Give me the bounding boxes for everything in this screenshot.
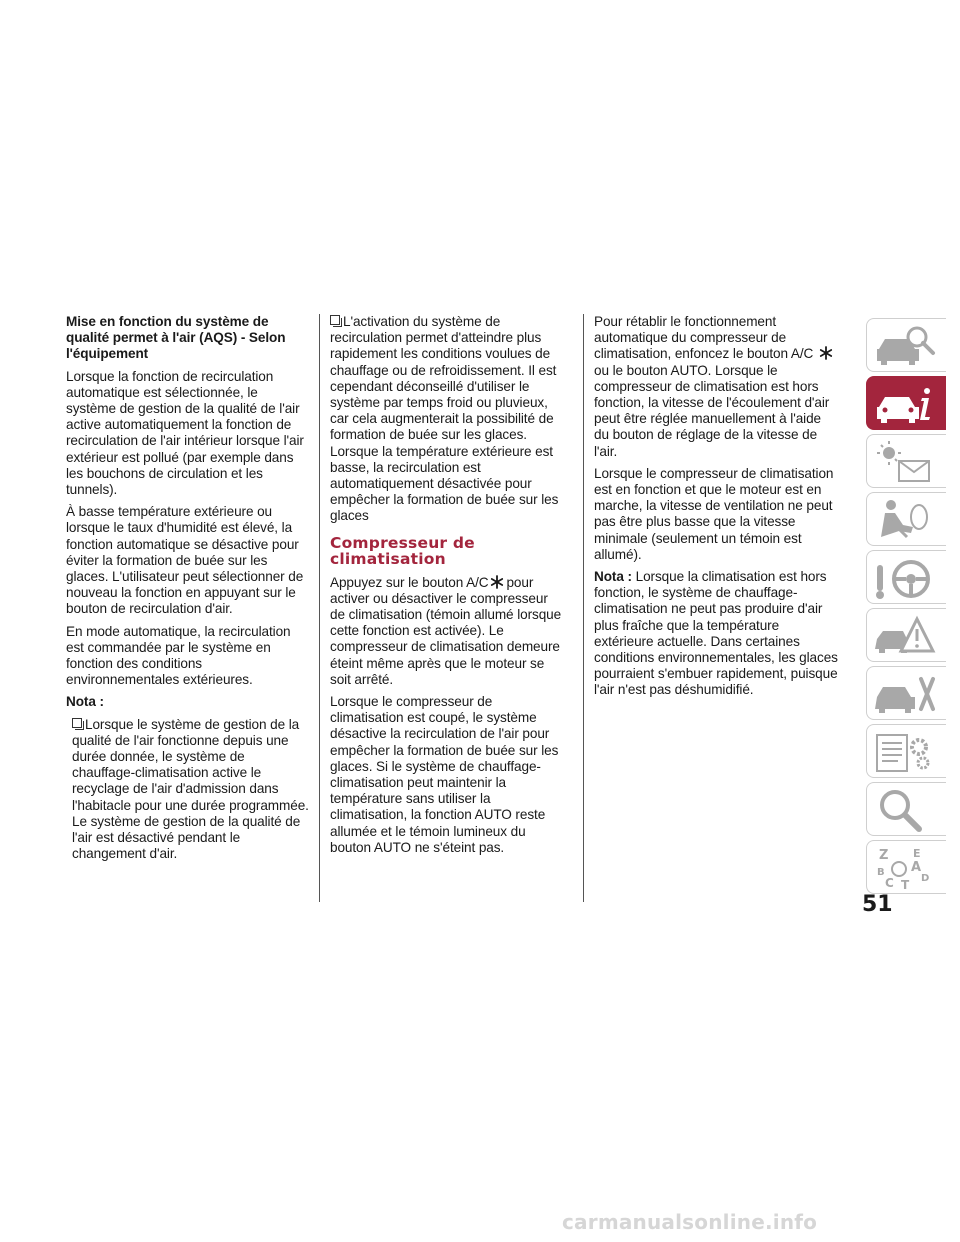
paragraph: Pour rétablir le fonctionnement automatique du compresseur de climatisation, enfoncez le bouton A/C ou le bouton AUTO. Lorsque le compresseur de climatisation est hors fonction, la vitesse de l'écoulement d'air peut être réglée manuellement à l'aide du bouton de réglage de la vitesse de l'air. [594,314,838,460]
snowflake-icon [819,346,833,360]
index-letter: Z [879,848,889,863]
bullet-box-icon [330,315,340,325]
tab-specs[interactable] [866,724,946,778]
column-divider [319,314,320,902]
index-letter: D [921,873,930,884]
car-emergency-icon [873,613,939,659]
tab-warning-lights[interactable] [866,434,946,488]
paragraph: En mode automatique, la recirculation est commandée par le système en fonction des conditions environnementales extérieures. [66,623,291,688]
nota-bullet [66,717,310,863]
index-letters-icon [873,845,939,891]
index-letter: A [911,860,922,875]
paragraph: Appuyez sur le bouton A/C pour activer ou désactiver le compresseur de climatisation (témoin allumé lorsque cette fonction est activée). Le compresseur de climatisation demeure éteint même après que le moteur se soit arrêté. [330,574,562,687]
recirculation-bullet [330,314,566,525]
tab-car-maintenance[interactable] [866,666,946,720]
warning-lights-icon [873,439,939,485]
paragraph: Lorsque le compresseur de climatisation est coupé, le système désactive la recirculation de l'air pour empêcher la formation de buée sur les glaces. Si le système de chauffage-climatisation peut maintenir la température sans utiliser la climatisation, la fonction AUTO reste allumée et le témoin lumineux du bouton AUTO ne s'éteint pas. [330,694,559,855]
nota-bullet-text: Lorsque le système de gestion de la qualité de l'air fonctionne depuis une durée donnée, le système de chauffage-climatisation active le recyclage de l'air d'admission dans l'habitacle pour une durée programmée. Le système de gestion de la qualité de l'air est désactivé pendant le changement d'air. [72,716,309,862]
recirculation-bullet-text: L'activation du système de recirculation permet d'atteindre plus rapidement les conditions voulues de chauffage ou de refroidissement. Il est cependant déconseillé d'utiliser le système par temps froid ou pluvieux, car cela augmenterait la possibilité de formation de buée sur les glaces. Lorsque la température extérieure est basse, la recirculation est automatiquement désactivée pour empêcher la formation de buée sur les glaces [330,314,559,524]
paragraph: À basse température extérieure ou lorsque le taux d'humidité est élevé, la fonction automatique se désactive pour éviter la formation de buée sur les glaces. L'utilisateur peut sélectionner de nouveau la fonction en appuyant sur le bouton de recirculation d'air. [66,504,304,617]
car-maintenance-icon [873,671,939,717]
tab-car-emergency[interactable] [866,608,946,662]
aqs-subheading: Mise en fonction du système de qualité permet à l'air (AQS) - Selon l'équipement [66,314,286,362]
tab-index[interactable] [866,840,946,894]
car-info-icon [873,381,939,427]
nota-title: Nota : [66,694,104,710]
watermark: carmanualsonline.info [562,1210,818,1234]
car-search-icon [873,323,939,369]
nota-paragraph [594,569,838,699]
column-3 [594,314,838,705]
snowflake-icon [490,575,504,589]
column-2 [330,314,566,862]
section-title: Compresseur de climatisation [330,533,475,568]
column-divider [583,314,584,902]
tab-seat-airbag[interactable] [866,492,946,546]
page-number: 51 [862,892,893,917]
steering-wheel-icon [873,555,939,601]
tab-car-info[interactable] [866,376,946,430]
paragraph: Lorsque le compresseur de climatisation est en fonction et que le moteur est en marche, la vitesse de ventilation ne peut pas être plus basse que la vitesse minimale (seulement un témoin est allumé). [594,465,834,562]
index-letter: E [913,847,921,860]
column-1 [66,314,310,869]
paragraph: Lorsque la fonction de recirculation automatique est sélectionnée, le système de gestion de la qualité de l'air active automatiquement la fonction de recirculation de l'air intérieur lorsque l'air extérieur est pollué (par exemple dans les bouchons de circulation et les tunnels). [66,368,304,498]
tab-car-search[interactable] [866,318,946,372]
chapter-tabs [866,318,948,898]
tab-search[interactable] [866,782,946,836]
specs-gear-icon [873,729,939,775]
index-letter: B [877,867,885,878]
index-letter: C [885,876,894,890]
search-icon [873,787,939,833]
nota-label: Nota : [594,569,632,585]
index-letter: T [901,878,910,891]
seat-airbag-icon [873,497,939,543]
nota-text: Lorsque la climatisation est hors fonction, le système de chauffage-climatisation ne peut pas produire d'air plus fraîche que la température extérieure actuelle. Dans certaines conditions environnementales, les glaces pourraient s'embuer rapidement, puisque l'air n'est pas déshumidifié. [594,569,838,698]
bullet-box-icon [72,718,82,728]
tab-steering-wheel[interactable] [866,550,946,604]
